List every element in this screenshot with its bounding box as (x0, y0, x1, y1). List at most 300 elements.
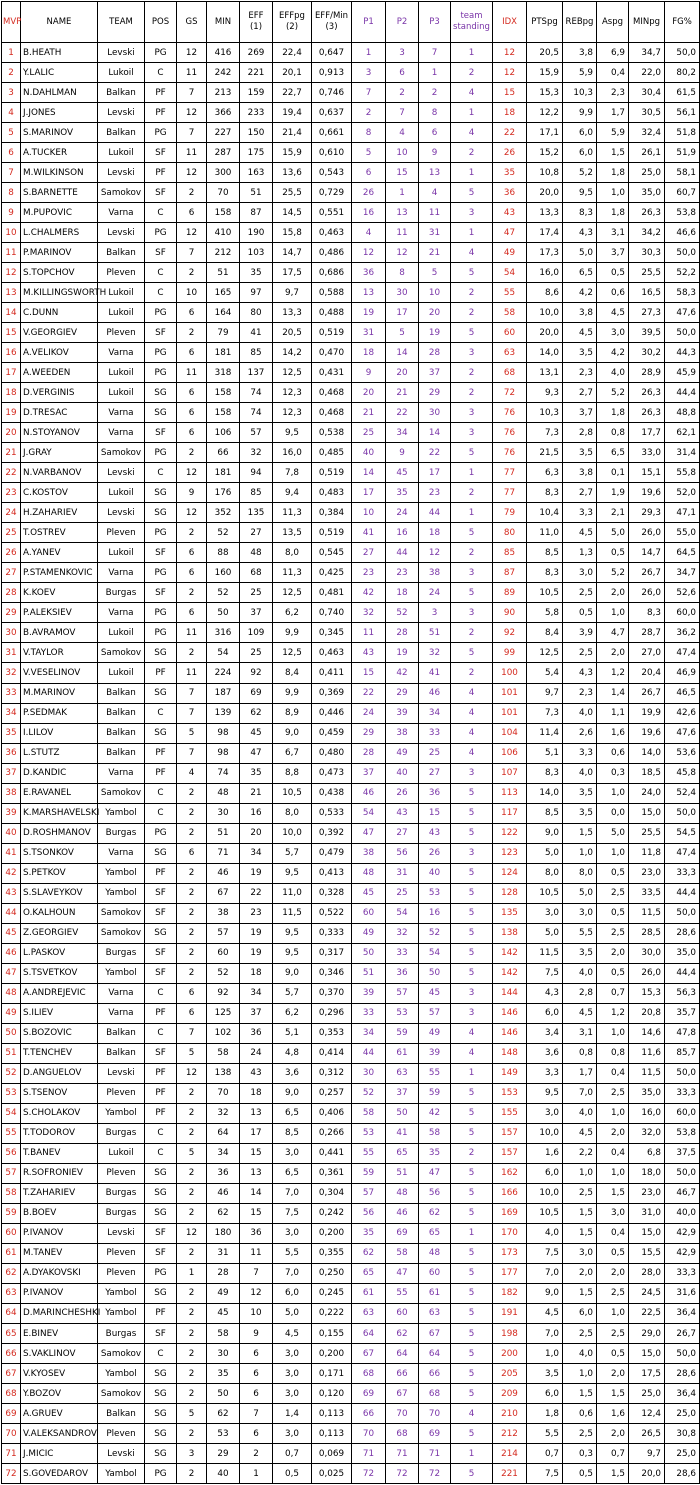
cell-position: SF (145, 963, 177, 983)
cell-index: 124 (493, 863, 527, 883)
cell-team: Lukoil (98, 383, 145, 403)
cell-p3-rank: 38 (419, 563, 451, 583)
cell-p2-rank: 21 (386, 383, 419, 403)
cell-minutes-per-game: 18,5 (629, 763, 665, 783)
cell-minutes: 60 (207, 943, 240, 963)
cell-efficiency: 80 (240, 303, 273, 323)
cell-efficiency-per-minute: 0,746 (312, 83, 352, 103)
cell-efficiency: 190 (240, 223, 273, 243)
cell-team: Levski (98, 163, 145, 183)
cell-efficiency: 23 (240, 903, 273, 923)
table-row (2, 1183, 700, 1203)
cell-mvp-rank: 57 (2, 1163, 21, 1183)
cell-efficiency-per-game: 12,5 (273, 643, 312, 663)
cell-position: SF (145, 883, 177, 903)
cell-player-name: S.GOVEDAROV (21, 1464, 98, 1484)
cell-position: SG (145, 1424, 177, 1444)
cell-p3-rank: 4 (419, 183, 451, 203)
cell-mvp-rank: 45 (2, 923, 21, 943)
cell-field-goal-pct: 36,4 (665, 1303, 700, 1323)
cell-index: 54 (493, 263, 527, 283)
table-row (2, 703, 700, 723)
cell-assists-per-game: 2,0 (597, 1364, 629, 1384)
cell-p1-rank: 63 (352, 1303, 386, 1323)
cell-efficiency-per-game: 3,0 (273, 1364, 312, 1384)
cell-position: SG (145, 1444, 177, 1464)
cell-assists-per-game: 1,8 (597, 203, 629, 223)
cell-rebounds-per-game: 1,7 (563, 1063, 597, 1083)
cell-rebounds-per-game: 2,5 (563, 1324, 597, 1344)
cell-index: 85 (493, 543, 527, 563)
cell-position: SF (145, 1043, 177, 1063)
cell-minutes-per-game: 27,3 (629, 303, 665, 323)
table-row (2, 563, 700, 583)
cell-mvp-rank: 65 (2, 1324, 21, 1344)
cell-player-name: L.STUTZ (21, 743, 98, 763)
cell-team-standing: 3 (451, 603, 493, 623)
cell-mvp-rank: 30 (2, 623, 21, 643)
cell-rebounds-per-game: 4,2 (563, 283, 597, 303)
cell-points-per-game: 15,2 (527, 143, 563, 163)
cell-p3-rank: 71 (419, 1444, 451, 1464)
cell-team: Yambol (98, 1464, 145, 1484)
cell-p2-rank: 44 (386, 543, 419, 563)
cell-assists-per-game: 0,5 (597, 1243, 629, 1263)
cell-index: 212 (493, 1424, 527, 1444)
cell-games-started: 2 (177, 1303, 207, 1323)
cell-points-per-game: 5,1 (527, 743, 563, 763)
cell-efficiency-per-game: 12,5 (273, 363, 312, 383)
cell-minutes: 48 (207, 783, 240, 803)
cell-rebounds-per-game: 6,0 (563, 143, 597, 163)
cell-p2-rank: 20 (386, 363, 419, 383)
cell-efficiency-per-game: 5,1 (273, 1023, 312, 1043)
cell-points-per-game: 1,6 (527, 1143, 563, 1163)
cell-team: Lukoil (98, 543, 145, 563)
cell-p3-rank: 1 (419, 63, 451, 83)
cell-efficiency-per-game: 3,0 (273, 1384, 312, 1404)
cell-mvp-rank: 7 (2, 163, 21, 183)
cell-minutes: 57 (207, 923, 240, 943)
cell-player-name: I.LILOV (21, 723, 98, 743)
cell-rebounds-per-game: 2,5 (563, 583, 597, 603)
cell-p1-rank: 16 (352, 203, 386, 223)
cell-games-started: 2 (177, 583, 207, 603)
cell-index: 104 (493, 723, 527, 743)
cell-p1-rank: 70 (352, 1424, 386, 1444)
cell-mvp-rank: 39 (2, 803, 21, 823)
cell-points-per-game: 9,0 (527, 823, 563, 843)
cell-mvp-rank: 6 (2, 143, 21, 163)
cell-minutes: 138 (207, 1063, 240, 1083)
cell-p2-rank: 51 (386, 1163, 419, 1183)
cell-efficiency-per-minute: 0,538 (312, 423, 352, 443)
cell-mvp-rank: 2 (2, 63, 21, 83)
cell-p2-rank: 50 (386, 1103, 419, 1123)
cell-points-per-game: 5,0 (527, 923, 563, 943)
cell-minutes: 318 (207, 363, 240, 383)
cell-team: Lukoil (98, 63, 145, 83)
cell-efficiency: 13 (240, 1163, 273, 1183)
cell-rebounds-per-game: 3,9 (563, 623, 597, 643)
cell-games-started: 2 (177, 1163, 207, 1183)
cell-games-started: 2 (177, 323, 207, 343)
cell-team-standing: 4 (451, 1023, 493, 1043)
cell-minutes: 51 (207, 823, 240, 843)
cell-team-standing: 5 (451, 883, 493, 903)
cell-rebounds-per-game: 6,5 (563, 263, 597, 283)
cell-player-name: P.STAMENKOVIC (21, 563, 98, 583)
cell-efficiency-per-game: 19,4 (273, 103, 312, 123)
cell-rebounds-per-game: 2,7 (563, 383, 597, 403)
cell-rebounds-per-game: 0,5 (563, 1464, 597, 1484)
cell-efficiency: 68 (240, 563, 273, 583)
cell-rebounds-per-game: 1,0 (563, 1364, 597, 1384)
cell-mvp-rank: 48 (2, 983, 21, 1003)
cell-games-started: 2 (177, 1243, 207, 1263)
cell-team: Yambol (98, 1283, 145, 1303)
cell-p3-rank: 14 (419, 423, 451, 443)
cell-minutes: 35 (207, 1364, 240, 1384)
cell-p1-rank: 3 (352, 63, 386, 83)
cell-minutes: 102 (207, 1023, 240, 1043)
cell-assists-per-game: 1,7 (597, 103, 629, 123)
cell-p2-rank: 71 (386, 1444, 419, 1464)
cell-p1-rank: 7 (352, 83, 386, 103)
cell-assists-per-game: 3,0 (597, 323, 629, 343)
cell-index: 142 (493, 963, 527, 983)
cell-points-per-game: 10,5 (527, 1203, 563, 1223)
cell-p1-rank: 10 (352, 503, 386, 523)
cell-team-standing: 5 (451, 823, 493, 843)
cell-efficiency-per-minute: 0,312 (312, 1063, 352, 1083)
cell-minutes-per-game: 26,1 (629, 143, 665, 163)
cell-games-started: 12 (177, 103, 207, 123)
cell-index: 138 (493, 923, 527, 943)
cell-assists-per-game: 2,5 (597, 1283, 629, 1303)
cell-assists-per-game: 0,5 (597, 903, 629, 923)
cell-points-per-game: 8,4 (527, 623, 563, 643)
cell-efficiency-per-game: 14,2 (273, 343, 312, 363)
cell-games-started: 2 (177, 523, 207, 543)
cell-mvp-rank: 71 (2, 1444, 21, 1464)
cell-minutes: 38 (207, 903, 240, 923)
cell-assists-per-game: 0,1 (597, 463, 629, 483)
cell-minutes: 164 (207, 303, 240, 323)
cell-p2-rank: 35 (386, 483, 419, 503)
table-row (2, 963, 700, 983)
cell-field-goal-pct: 58,1 (665, 163, 700, 183)
cell-team: Balkan (98, 1043, 145, 1063)
cell-p2-rank: 31 (386, 863, 419, 883)
cell-p2-rank: 19 (386, 643, 419, 663)
cell-minutes-per-game: 28,7 (629, 623, 665, 643)
table-row (2, 843, 700, 863)
cell-efficiency: 25 (240, 643, 273, 663)
cell-games-started: 6 (177, 563, 207, 583)
cell-rebounds-per-game: 4,0 (563, 703, 597, 723)
cell-p2-rank: 42 (386, 663, 419, 683)
cell-efficiency-per-game: 12,3 (273, 403, 312, 423)
cell-minutes-per-game: 26,3 (629, 203, 665, 223)
cell-index: 80 (493, 523, 527, 543)
cell-position: PG (145, 623, 177, 643)
cell-rebounds-per-game: 2,7 (563, 483, 597, 503)
cell-efficiency: 150 (240, 123, 273, 143)
cell-position: PG (145, 603, 177, 623)
cell-team: Burgas (98, 943, 145, 963)
cell-points-per-game: 8,6 (527, 283, 563, 303)
cell-efficiency-per-game: 21,4 (273, 123, 312, 143)
cell-p1-rank: 14 (352, 463, 386, 483)
cell-rebounds-per-game: 0,6 (563, 1404, 597, 1424)
cell-p3-rank: 67 (419, 1324, 451, 1344)
cell-field-goal-pct: 36,2 (665, 623, 700, 643)
cell-mvp-rank: 72 (2, 1464, 21, 1484)
cell-rebounds-per-game: 3,5 (563, 443, 597, 463)
cell-efficiency-per-game: 7,5 (273, 1203, 312, 1223)
cell-team: Pleven (98, 1163, 145, 1183)
cell-minutes-per-game: 33,0 (629, 443, 665, 463)
cell-position: PF (145, 1103, 177, 1123)
cell-index: 113 (493, 783, 527, 803)
cell-team-standing: 2 (451, 483, 493, 503)
cell-minutes-per-game: 15,0 (629, 803, 665, 823)
cell-efficiency-per-minute: 0,463 (312, 223, 352, 243)
cell-points-per-game: 8,3 (527, 763, 563, 783)
header-team: TEAM (98, 2, 145, 43)
cell-rebounds-per-game: 5,2 (563, 163, 597, 183)
cell-index: 144 (493, 983, 527, 1003)
table-body (2, 43, 700, 1484)
cell-p3-rank: 32 (419, 643, 451, 663)
cell-efficiency-per-game: 22,7 (273, 83, 312, 103)
cell-mvp-rank: 42 (2, 863, 21, 883)
cell-assists-per-game: 1,0 (597, 1103, 629, 1123)
cell-p3-rank: 8 (419, 103, 451, 123)
header-ptspg: PTSpg (527, 2, 563, 43)
cell-p3-rank: 21 (419, 243, 451, 263)
cell-position: PG (145, 523, 177, 543)
table-row (2, 63, 700, 83)
cell-position: SG (145, 403, 177, 423)
cell-p3-rank: 24 (419, 583, 451, 603)
table-row (2, 503, 700, 523)
cell-position: SF (145, 903, 177, 923)
cell-points-per-game: 6,0 (527, 1384, 563, 1404)
cell-rebounds-per-game: 2,3 (563, 363, 597, 383)
cell-team-standing: 4 (451, 683, 493, 703)
cell-efficiency: 10 (240, 1303, 273, 1323)
cell-efficiency-per-minute: 0,480 (312, 743, 352, 763)
cell-index: 155 (493, 1103, 527, 1123)
cell-assists-per-game: 6,5 (597, 443, 629, 463)
cell-efficiency: 87 (240, 203, 273, 223)
cell-field-goal-pct: 53,8 (665, 1123, 700, 1143)
cell-index: 92 (493, 623, 527, 643)
cell-mvp-rank: 9 (2, 203, 21, 223)
cell-player-name: S.ILIEV (21, 1003, 98, 1023)
header-pos: POS (145, 2, 177, 43)
cell-field-goal-pct: 55,0 (665, 523, 700, 543)
cell-player-name: P.MARINOV (21, 243, 98, 263)
cell-minutes-per-game: 28,9 (629, 363, 665, 383)
cell-efficiency-per-minute: 0,155 (312, 1324, 352, 1344)
cell-p2-rank: 43 (386, 803, 419, 823)
cell-index: 22 (493, 123, 527, 143)
cell-player-name: D.ROSHMANOV (21, 823, 98, 843)
cell-points-per-game: 7,3 (527, 703, 563, 723)
cell-index: 90 (493, 603, 527, 623)
cell-p2-rank: 46 (386, 1203, 419, 1223)
cell-mvp-rank: 10 (2, 223, 21, 243)
cell-points-per-game: 17,4 (527, 223, 563, 243)
cell-team: Lukoil (98, 1143, 145, 1163)
cell-efficiency-per-minute: 0,610 (312, 143, 352, 163)
cell-efficiency: 19 (240, 943, 273, 963)
cell-efficiency-per-game: 7,0 (273, 1263, 312, 1283)
cell-p3-rank: 20 (419, 303, 451, 323)
cell-p3-rank: 33 (419, 723, 451, 743)
cell-minutes-per-game: 39,5 (629, 323, 665, 343)
cell-index: 191 (493, 1303, 527, 1323)
cell-p2-rank: 34 (386, 423, 419, 443)
cell-player-name: J.JONES (21, 103, 98, 123)
cell-p1-rank: 64 (352, 1324, 386, 1344)
cell-position: PG (145, 303, 177, 323)
cell-rebounds-per-game: 5,9 (563, 63, 597, 83)
cell-efficiency-per-game: 9,4 (273, 483, 312, 503)
cell-assists-per-game: 0,4 (597, 1143, 629, 1163)
cell-position: SF (145, 943, 177, 963)
cell-minutes-per-game: 24,5 (629, 1283, 665, 1303)
cell-efficiency-per-minute: 0,296 (312, 1003, 352, 1023)
cell-games-started: 12 (177, 463, 207, 483)
cell-p2-rank: 36 (386, 963, 419, 983)
cell-p3-rank: 43 (419, 823, 451, 843)
table-row (2, 143, 700, 163)
cell-games-started: 11 (177, 623, 207, 643)
cell-p1-rank: 15 (352, 663, 386, 683)
cell-p1-rank: 61 (352, 1283, 386, 1303)
cell-minutes-per-game: 23,0 (629, 863, 665, 883)
cell-p3-rank: 49 (419, 1023, 451, 1043)
cell-index: 209 (493, 1384, 527, 1404)
cell-index: 128 (493, 883, 527, 903)
cell-assists-per-game: 1,5 (597, 1464, 629, 1484)
table-row (2, 283, 700, 303)
cell-index: 166 (493, 1183, 527, 1203)
cell-efficiency-per-minute: 0,441 (312, 1143, 352, 1163)
cell-efficiency-per-game: 6,0 (273, 1283, 312, 1303)
cell-minutes-per-game: 17,7 (629, 423, 665, 443)
cell-efficiency: 45 (240, 723, 273, 743)
cell-games-started: 2 (177, 183, 207, 203)
cell-p3-rank: 69 (419, 1424, 451, 1444)
cell-p3-rank: 37 (419, 363, 451, 383)
cell-player-name: N.DAHLMAN (21, 83, 98, 103)
cell-player-name: P.ALEKSIEV (21, 603, 98, 623)
cell-minutes-per-game: 32,0 (629, 1123, 665, 1143)
cell-p1-rank: 27 (352, 543, 386, 563)
cell-position: PF (145, 163, 177, 183)
table-row (2, 123, 700, 143)
cell-points-per-game: 14,0 (527, 783, 563, 803)
cell-index: 89 (493, 583, 527, 603)
table-row (2, 643, 700, 663)
cell-games-started: 5 (177, 1404, 207, 1424)
cell-minutes: 88 (207, 543, 240, 563)
cell-team: Levski (98, 1223, 145, 1243)
cell-minutes: 79 (207, 323, 240, 343)
cell-assists-per-game: 2,0 (597, 1123, 629, 1143)
cell-p3-rank: 56 (419, 1183, 451, 1203)
cell-efficiency: 18 (240, 1083, 273, 1103)
cell-p1-rank: 55 (352, 1143, 386, 1163)
cell-position: SG (145, 923, 177, 943)
cell-games-started: 12 (177, 1063, 207, 1083)
cell-rebounds-per-game: 1,3 (563, 543, 597, 563)
cell-assists-per-game: 1,4 (597, 683, 629, 703)
cell-player-name: A.DYAKOVSKI (21, 1263, 98, 1283)
cell-rebounds-per-game: 0,5 (563, 603, 597, 623)
cell-games-started: 2 (177, 903, 207, 923)
cell-assists-per-game: 0,5 (597, 963, 629, 983)
cell-team-standing: 5 (451, 1384, 493, 1404)
cell-efficiency: 32 (240, 443, 273, 463)
cell-assists-per-game: 2,0 (597, 643, 629, 663)
cell-mvp-rank: 67 (2, 1364, 21, 1384)
cell-p3-rank: 6 (419, 123, 451, 143)
cell-games-started: 12 (177, 43, 207, 63)
cell-team: Varna (98, 983, 145, 1003)
cell-rebounds-per-game: 8,3 (563, 203, 597, 223)
cell-field-goal-pct: 53,8 (665, 203, 700, 223)
cell-field-goal-pct: 52,0 (665, 483, 700, 503)
cell-index: 77 (493, 463, 527, 483)
cell-p3-rank: 18 (419, 523, 451, 543)
cell-efficiency-per-minute: 0,361 (312, 1163, 352, 1183)
cell-points-per-game: 5,5 (527, 1424, 563, 1444)
cell-team-standing: 5 (451, 1263, 493, 1283)
cell-player-name: L.PASKOV (21, 943, 98, 963)
cell-points-per-game: 10,5 (527, 583, 563, 603)
cell-efficiency-per-game: 3,0 (273, 1424, 312, 1444)
cell-minutes-per-game: 14,6 (629, 1023, 665, 1043)
cell-minutes-per-game: 9,7 (629, 1444, 665, 1464)
cell-efficiency-per-minute: 0,250 (312, 1263, 352, 1283)
cell-p2-rank: 15 (386, 163, 419, 183)
cell-efficiency-per-game: 6,2 (273, 603, 312, 623)
cell-rebounds-per-game: 4,0 (563, 1103, 597, 1123)
cell-efficiency: 15 (240, 1203, 273, 1223)
cell-p1-rank: 72 (352, 1464, 386, 1484)
cell-efficiency-per-minute: 0,413 (312, 863, 352, 883)
cell-p3-rank: 30 (419, 403, 451, 423)
cell-games-started: 2 (177, 943, 207, 963)
cell-player-name: E.BINEV (21, 1324, 98, 1344)
table-row (2, 583, 700, 603)
cell-field-goal-pct: 44,3 (665, 343, 700, 363)
cell-player-name: T.BANEV (21, 1143, 98, 1163)
cell-assists-per-game: 5,2 (597, 383, 629, 403)
cell-efficiency: 34 (240, 843, 273, 863)
cell-index: 76 (493, 443, 527, 463)
cell-team: Yambol (98, 963, 145, 983)
cell-p2-rank: 16 (386, 523, 419, 543)
cell-player-name: R.SOFRONIEV (21, 1163, 98, 1183)
cell-rebounds-per-game: 2,3 (563, 683, 597, 703)
